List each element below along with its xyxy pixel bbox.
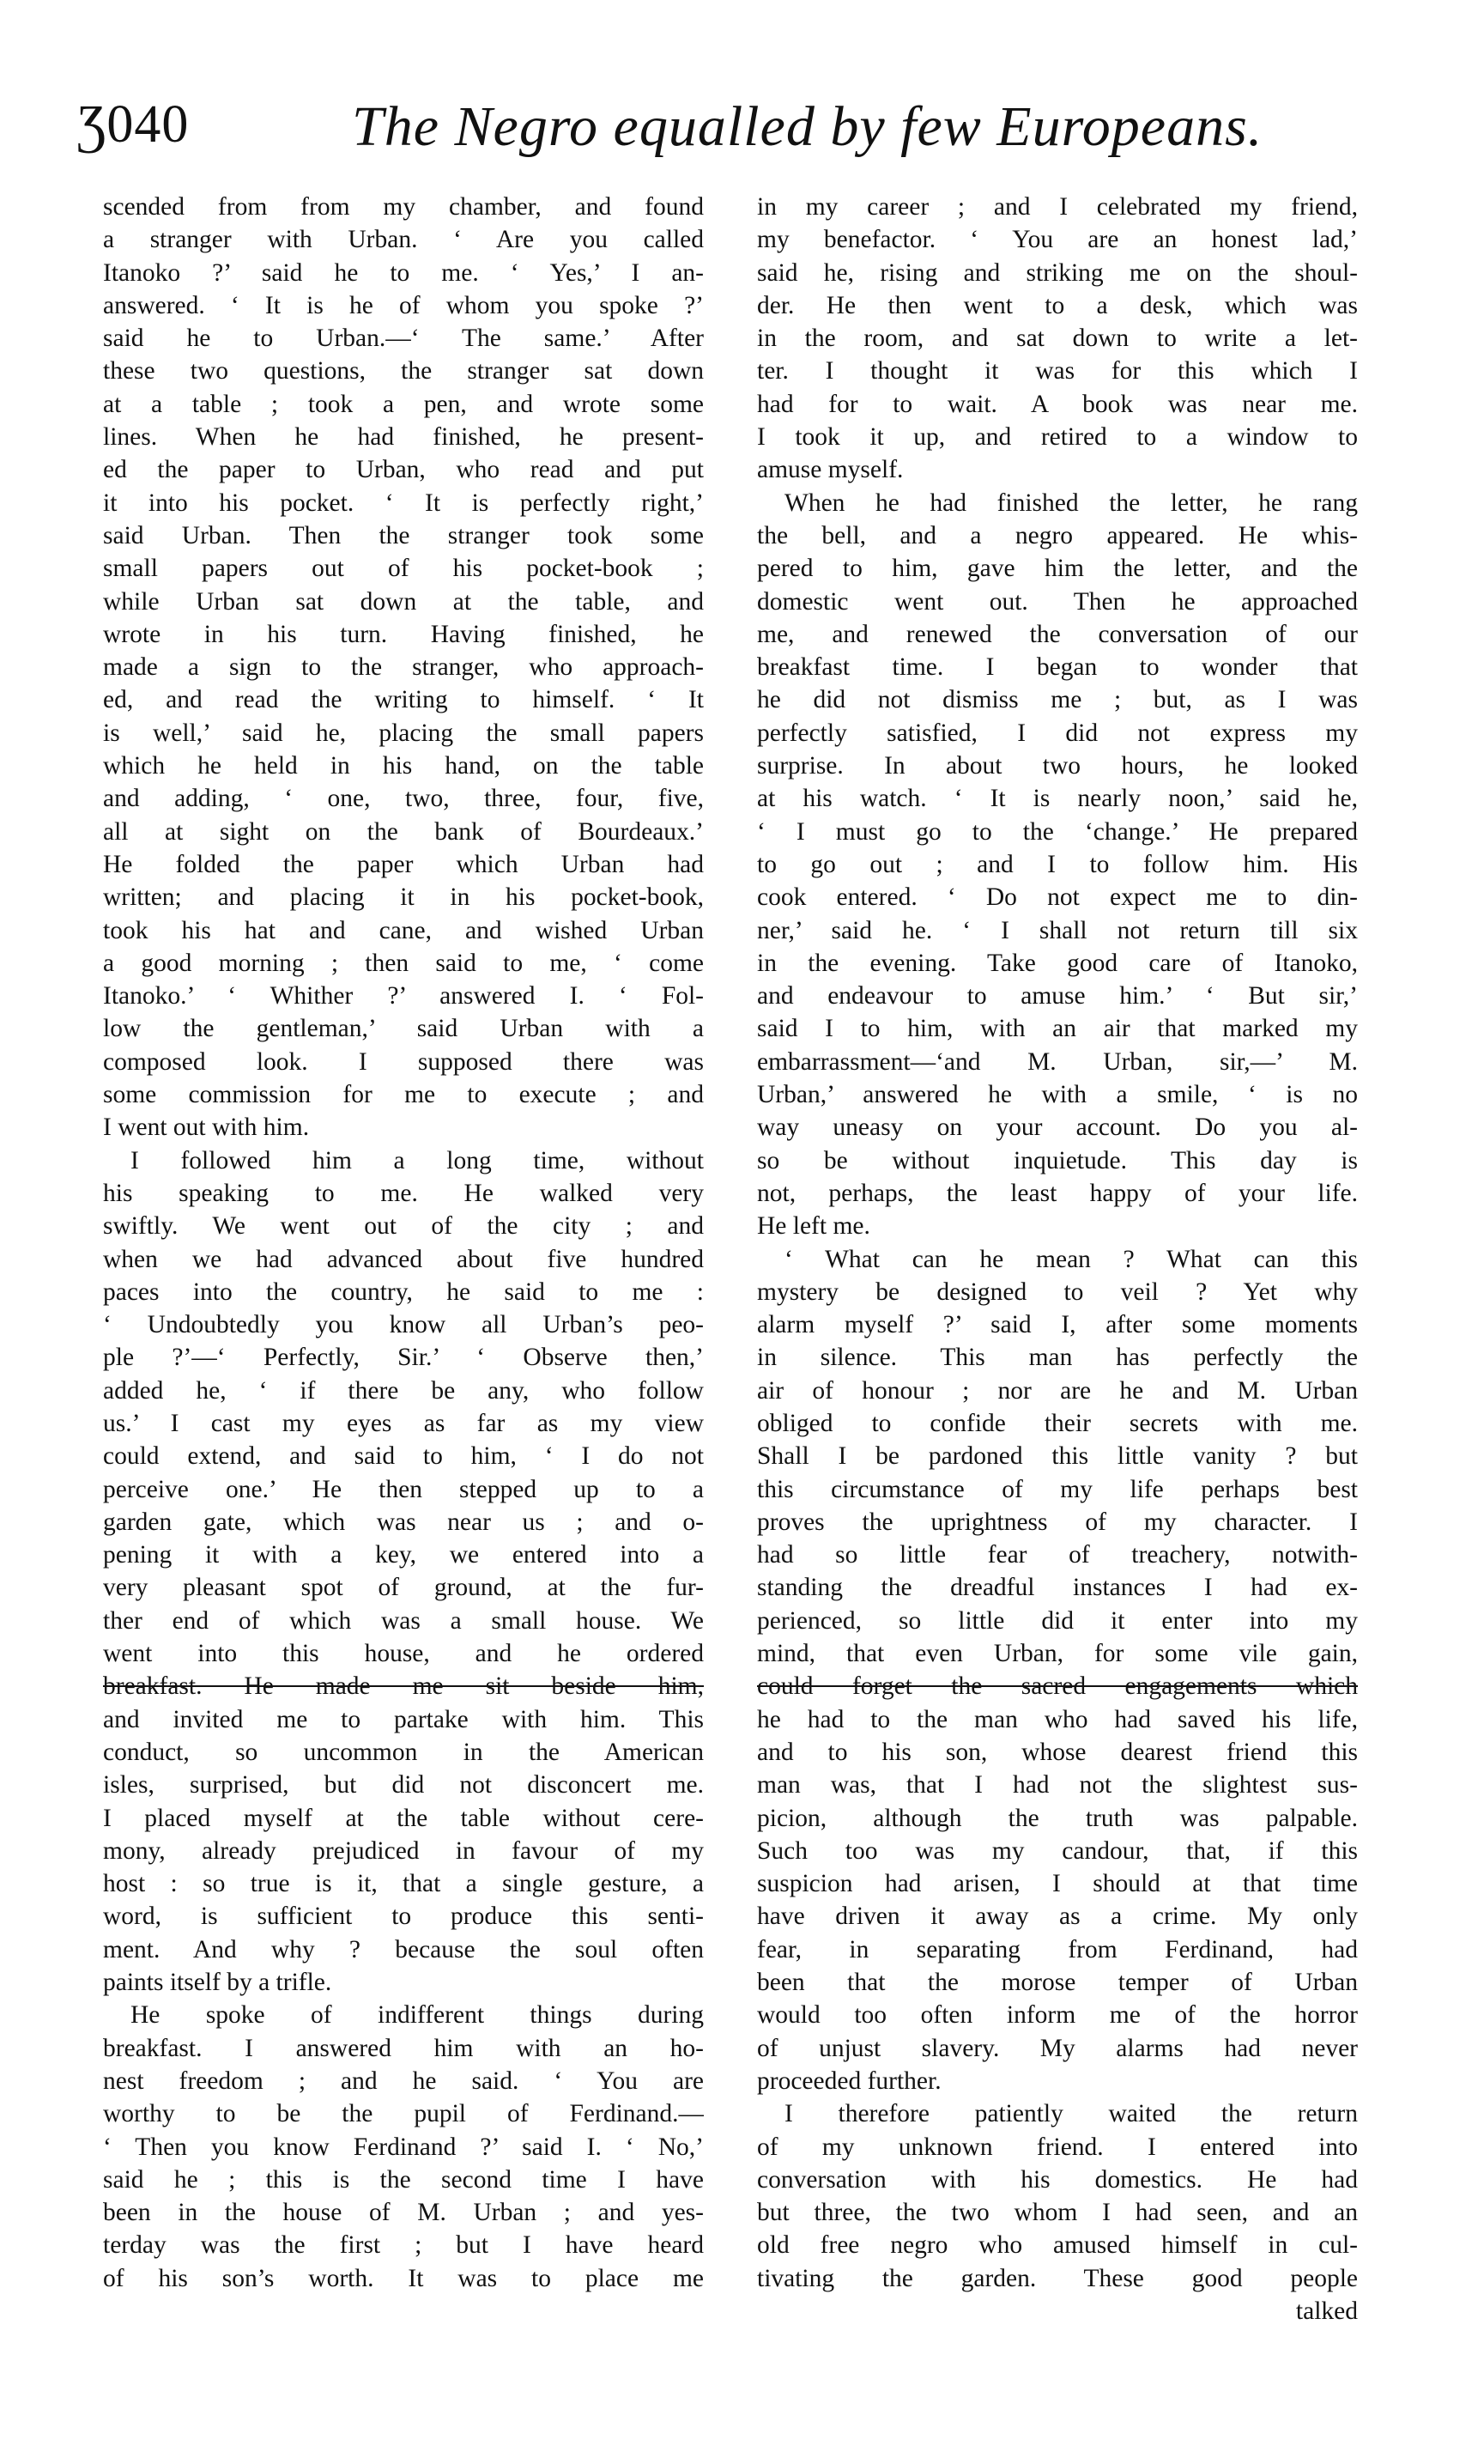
text-line: amuse myself.	[757, 456, 904, 484]
text-line: had for to wait. A book was near me.	[757, 390, 1358, 418]
page-number: Ʒ040	[77, 95, 190, 154]
text-line: garden gate, which was near us ; and o-	[103, 1508, 704, 1536]
text-line: scended from from my chamber, and found	[103, 193, 704, 221]
text-line: but three, the two whom I had seen, and an	[757, 2199, 1358, 2227]
text-line: in the evening. Take good care of Itanoko,	[757, 949, 1358, 977]
text-line: obliged to confide their secrets with me.	[757, 1409, 1358, 1437]
text-line: he had to the man who had saved his life,	[757, 1705, 1358, 1733]
text-line: written; and placing it in his pocket-book,	[103, 883, 704, 912]
text-line: me, and renewed the conversation of our	[757, 620, 1358, 648]
text-line: this circumstance of my life perhaps best	[757, 1475, 1358, 1503]
text-line: perienced, so little did it enter into my	[757, 1606, 1358, 1635]
text-line: us.’ I cast my eyes as far as my view	[103, 1409, 704, 1437]
left-column	[103, 191, 704, 2295]
text-line: these two questions, the stranger sat down	[103, 357, 704, 385]
text-line: while Urban sat down at the table, and	[103, 587, 704, 616]
text-line: it into his pocket. ‘ It is perfectly right,’	[103, 489, 704, 517]
text-line: said he, rising and striking me on the shoul-	[757, 258, 1358, 287]
text-line: and adding, ‘ one, two, three, four, five,	[103, 785, 704, 813]
text-line: tivating the garden. These good people	[757, 2264, 1358, 2292]
text-line: nest freedom ; and he said. ‘ You are	[103, 2066, 704, 2095]
text-line: which he held in his hand, on the table	[103, 752, 704, 780]
text-line: not, perhaps, the least happy of your life.	[757, 1179, 1358, 1207]
text-line: alarm myself ?’ said I, after some moments	[757, 1311, 1358, 1339]
text-line: man was, that I had not the slightest sus-	[757, 1771, 1358, 1799]
text-line: picion, although the truth was palpable.	[757, 1804, 1358, 1832]
text-line: ter. I thought it was for this which I	[757, 357, 1358, 385]
text-line: to go out ; and I to follow him. His	[757, 850, 1358, 878]
text-line: and to his son, whose dearest friend this	[757, 1738, 1358, 1766]
text-line: surprise. In about two hours, he looked	[757, 752, 1358, 780]
text-line: perfectly satisfied, I did not express my	[757, 719, 1358, 747]
text-line: composed look. I supposed there was	[103, 1047, 704, 1076]
text-line: ‘ I must go to the ‘change.’ He prepared	[757, 817, 1358, 846]
text-line: worthy to be the pupil of Ferdinand.—	[103, 2100, 704, 2128]
text-line: of his son’s worth. It was to place me	[103, 2264, 704, 2292]
text-line: said he to Urban.—‘ The same.’ After	[103, 325, 704, 353]
text-line: breakfast. I answered him with an ho-	[103, 2034, 704, 2062]
text-line: would too often inform me of the horror	[757, 2001, 1358, 2030]
text-line: in my career ; and I celebrated my friend,	[757, 193, 1358, 221]
text-line: way uneasy on your account. Do you al-	[757, 1114, 1358, 1142]
right-column	[757, 191, 1358, 2327]
text-line: the bell, and a negro appeared. He whis-	[757, 521, 1358, 549]
text-line: some commission for me to execute ; and	[103, 1081, 704, 1109]
text-line: word, is sufficient to produce this senti-	[103, 1903, 704, 1931]
text-line: at a table ; took a pen, and wrote some	[103, 390, 704, 418]
text-line: ther end of which was a small house. We	[103, 1606, 704, 1635]
text-line: very pleasant spot of ground, at the fur-	[103, 1574, 704, 1602]
text-line: went into this house, and he ordered	[103, 1640, 704, 1668]
text-line: said he ; this is the second time I have	[103, 2165, 704, 2194]
text-line: talked	[1295, 2297, 1358, 2325]
text-line: paces into the country, he said to me :	[103, 1278, 704, 1306]
text-line: a good morning ; then said to me, ‘ come	[103, 949, 704, 977]
text-line: fear, in separating from Ferdinand, had	[757, 1935, 1358, 1963]
text-line: a stranger with Urban. ‘ Are you called	[103, 226, 704, 254]
text-line: conduct, so uncommon in the American	[103, 1738, 704, 1766]
text-line: is well,’ said he, placing the small papers	[103, 719, 704, 747]
text-line: I placed myself at the table without cere-	[103, 1804, 704, 1832]
text-line: added he, ‘ if there be any, who follow	[103, 1376, 704, 1405]
text-line: in the room, and sat down to write a let-	[757, 325, 1358, 353]
text-line: pening it with a key, we entered into a	[103, 1541, 704, 1569]
text-line: wrote in his turn. Having finished, he	[103, 620, 704, 648]
text-line: at his watch. ‘ It is nearly noon,’ said he,	[757, 785, 1358, 813]
text-line: could extend, and said to him, ‘ I do not	[103, 1442, 704, 1471]
text-line: cook entered. ‘ Do not expect me to din-	[757, 883, 1358, 912]
text-line: He folded the paper which Urban had	[103, 850, 704, 878]
text-line: isles, surprised, but did not disconcert me.	[103, 1771, 704, 1799]
text-line: breakfast. He made me sit beside him,	[103, 1672, 704, 1701]
text-line: said I to him, with an air that marked my	[757, 1015, 1358, 1043]
text-line: my benefactor. ‘ You are an honest lad,’	[757, 226, 1358, 254]
text-line: said Urban. Then the stranger took some	[103, 521, 704, 549]
text-line: air of honour ; nor are he and M. Urban	[757, 1376, 1358, 1405]
text-line: so be without inquietude. This day is	[757, 1146, 1358, 1174]
text-line: Urban,’ answered he with a smile, ‘ is no	[757, 1081, 1358, 1109]
text-line: standing the dreadful instances I had ex-	[757, 1574, 1358, 1602]
text-line: of unjust slavery. My alarms had never	[757, 2034, 1358, 2062]
text-line: lines. When he had finished, he present-	[103, 423, 704, 452]
text-line: ‘ What can he mean ? What can this	[784, 1245, 1358, 1273]
text-line: I therefore patiently waited the return	[784, 2100, 1358, 2128]
text-line: been that the morose temper of Urban	[757, 1969, 1358, 1997]
text-line: took his hat and cane, and wished Urban	[103, 916, 704, 944]
text-line: terday was the first ; but I have heard	[103, 2231, 704, 2260]
text-line: answered. ‘ It is he of whom you spoke ?’	[103, 291, 704, 319]
text-line: embarrassment—‘and M. Urban, sir,—’ M.	[757, 1047, 1358, 1076]
text-line: suspicion had arisen, I should at that time	[757, 1870, 1358, 1898]
text-line: his speaking to me. He walked very	[103, 1179, 704, 1207]
text-line: ner,’ said he. ‘ I shall not return till six	[757, 916, 1358, 944]
text-line: domestic went out. Then he approached	[757, 587, 1358, 616]
text-line: small papers out of his pocket-book ;	[103, 555, 704, 583]
text-line: old free negro who amused himself in cul-	[757, 2231, 1358, 2260]
text-line: ment. And why ? because the soul often	[103, 1935, 704, 1963]
text-line: have driven it away as a crime. My only	[757, 1903, 1358, 1931]
text-line: perceive one.’ He then stepped up to a	[103, 1475, 704, 1503]
text-line: he did not dismiss me ; but, as I was	[757, 686, 1358, 714]
text-line: low the gentleman,’ said Urban with a	[103, 1015, 704, 1043]
text-line: and invited me to partake with him. This	[103, 1705, 704, 1733]
text-line: breakfast time. I began to wonder that	[757, 653, 1358, 682]
running-head: The Negro equalled by few Europeans.	[352, 95, 1263, 158]
text-line: He left me.	[757, 1212, 870, 1241]
text-line: of my unknown friend. I entered into	[757, 2133, 1358, 2161]
text-line: pered to him, gave him the letter, and the	[757, 555, 1358, 583]
text-line: made a sign to the stranger, who approach-	[103, 653, 704, 682]
text-line: could forget the sacred engagements which	[757, 1672, 1358, 1701]
text-line: been in the house of M. Urban ; and yes-	[103, 2199, 704, 2227]
text-line: when we had advanced about five hundred	[103, 1245, 704, 1273]
text-line: When he had finished the letter, he rang	[784, 489, 1358, 517]
text-line: host : so true is it, that a single gesture, a	[103, 1870, 704, 1898]
text-line: proceeded further.	[757, 2066, 942, 2095]
text-line: paints itself by a trifle.	[103, 1969, 332, 1997]
text-line: I went out with him.	[103, 1114, 310, 1142]
text-line: conversation with his domestics. He had	[757, 2165, 1358, 2194]
text-line: ‘ Then you know Ferdinand ?’ said I. ‘ No,’	[103, 2133, 704, 2161]
text-line: and endeavour to amuse him.’ ‘ But sir,’	[757, 982, 1358, 1010]
text-line: Such too was my candour, that, if this	[757, 1836, 1358, 1865]
text-line: ed the paper to Urban, who read and put	[103, 456, 704, 484]
text-line: I took it up, and retired to a window to	[757, 423, 1358, 452]
text-line: He spoke of indifferent things during	[130, 2001, 704, 2030]
text-line: in silence. This man has perfectly the	[757, 1344, 1358, 1372]
text-line: Shall I be pardoned this little vanity ? but	[757, 1442, 1358, 1471]
text-line: der. He then went to a desk, which was	[757, 291, 1358, 319]
text-line: ‘ Undoubtedly you know all Urban’s peo-	[103, 1311, 704, 1339]
text-line: had so little fear of treachery, notwith-	[757, 1541, 1358, 1569]
text-line: ple ?’—‘ Perfectly, Sir.’ ‘ Observe then,’	[103, 1344, 704, 1372]
text-line: proves the uprightness of my character. I	[757, 1508, 1358, 1536]
text-line: I followed him a long time, without	[130, 1146, 704, 1174]
text-line: ed, and read the writing to himself. ‘ It	[103, 686, 704, 714]
text-line: Itanoko.’ ‘ Whither ?’ answered I. ‘ Fol-	[103, 982, 704, 1010]
text-line: all at sight on the bank of Bourdeaux.’	[103, 817, 704, 846]
text-line: mind, that even Urban, for some vile gain,	[757, 1640, 1358, 1668]
page-header	[77, 94, 1408, 172]
text-line: Itanoko ?’ said he to me. ‘ Yes,’ I an-	[103, 258, 704, 287]
text-line: swiftly. We went out of the city ; and	[103, 1212, 704, 1241]
text-line: mony, already prejudiced in favour of my	[103, 1836, 704, 1865]
text-line: mystery be designed to veil ? Yet why	[757, 1278, 1358, 1306]
